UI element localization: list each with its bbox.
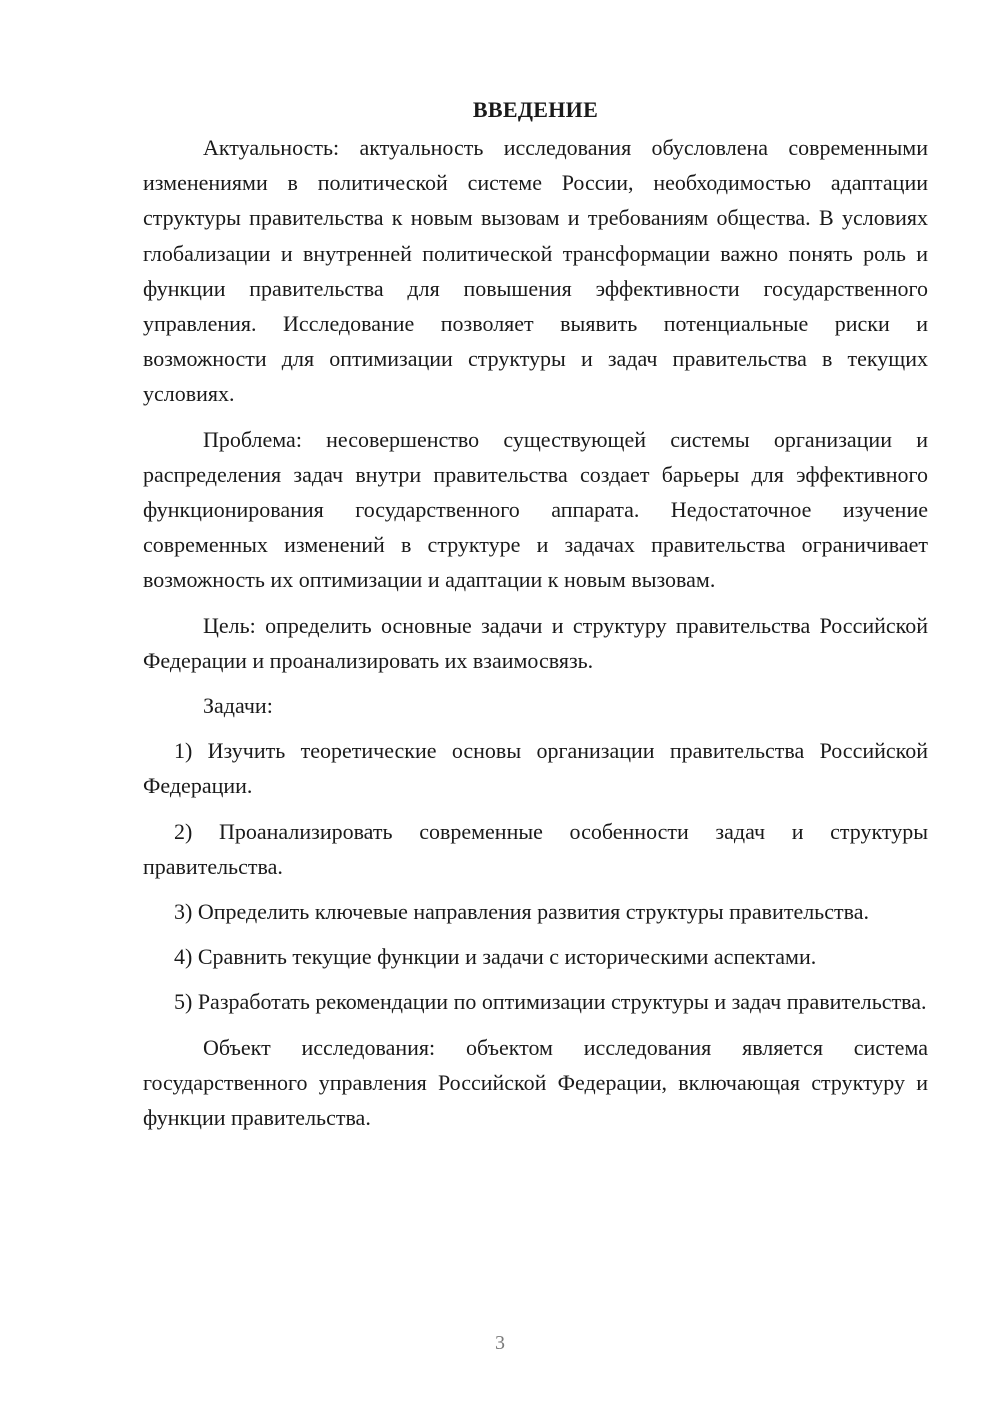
task-item-3: 3) Определить ключевые направления развития структуры правительства. xyxy=(174,899,869,925)
tasks-label: Задачи: xyxy=(203,693,273,719)
task-item-1: 1) Изучить теоретические основы организации правительства Российской Федерации. xyxy=(143,738,928,799)
problem-paragraph: Проблема: несовершенство существующей системы организации и распределения задач внутри правительства создает барьеры для эффективного функционирования государственного аппарата. Недостаточное изучение современных изменений в структуре и задачах правительства ограничивает возможность их оптимизации и адаптации к новым вызовам. xyxy=(143,426,928,593)
relevance-paragraph: Актуальность: актуальность исследования обусловлена современными изменениями в политической системе России, необходимостью адаптации структуры правительства к новым вызовам и требованиям общества. В условиях глобализации и внутренней политической трансформации важно понять роль и функции правительства для повышения эффективности государственного управления. Исследование позволяет выявить потенциальные риски и возможности для оптимизации структуры и задач правительства в текущих условиях. xyxy=(143,135,928,407)
object-paragraph: Объект исследования: объектом исследования является система государственного управления Российской Федерации, включающая структуру и функции правительства. xyxy=(143,1034,928,1131)
page-number: 3 xyxy=(495,1332,505,1354)
goal-paragraph: Цель: определить основные задачи и структуру правительства Российской Федерации и проанализировать их взаимосвязь. xyxy=(143,612,928,673)
document-page xyxy=(143,92,928,1145)
task-item-5: 5) Разработать рекомендации по оптимизации структуры и задач правительства. xyxy=(174,989,927,1015)
section-heading: ВВЕДЕНИЕ xyxy=(472,97,599,122)
task-item-4: 4) Сравнить текущие функции и задачи с историческими аспектами. xyxy=(174,944,817,970)
task-item-2: 2) Проанализировать современные особенности задач и структуры правительства. xyxy=(143,818,928,879)
